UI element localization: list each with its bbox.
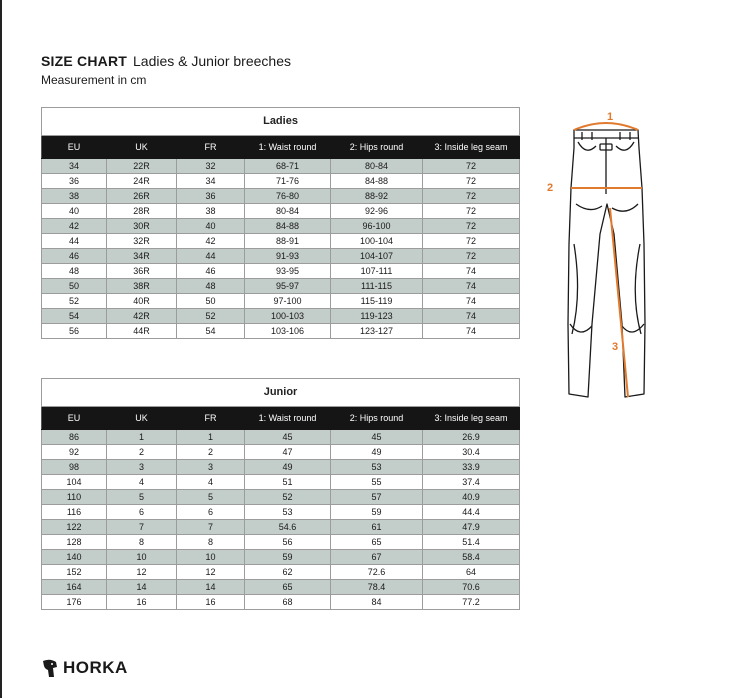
table-row [42, 174, 520, 189]
table-cell: 54.6 [245, 520, 331, 535]
title-bold: SIZE CHART [41, 53, 127, 69]
table-cell: 80-84 [331, 159, 423, 174]
table-cell: 52 [245, 490, 331, 505]
table-cell: 42 [177, 234, 245, 249]
column-header: 1: Waist round [245, 136, 331, 159]
table-cell: 16 [177, 595, 245, 610]
table-cell: 78.4 [331, 580, 423, 595]
table-row [42, 294, 520, 309]
table-cell: 88-91 [245, 234, 331, 249]
table-cell: 128 [42, 535, 107, 550]
table-cell: 14 [177, 580, 245, 595]
table-cell: 97-100 [245, 294, 331, 309]
table-cell: 53 [245, 505, 331, 520]
table-cell: 16 [107, 595, 177, 610]
table-cell: 93-95 [245, 264, 331, 279]
table-cell: 84 [331, 595, 423, 610]
table-cell: 103-106 [245, 324, 331, 339]
table-cell: 80-84 [245, 204, 331, 219]
column-header: 1: Waist round [245, 407, 331, 430]
table-cell: 54 [177, 324, 245, 339]
table-cell: 50 [42, 279, 107, 294]
breeches-diagram [534, 104, 712, 404]
table-cell: 42 [42, 219, 107, 234]
table-cell: 37.4 [423, 475, 520, 490]
table-cell: 116 [42, 505, 107, 520]
table-cell: 32 [177, 159, 245, 174]
table-cell: 4 [107, 475, 177, 490]
table-cell: 72 [423, 189, 520, 204]
column-header: EU [42, 407, 107, 430]
page-title [41, 53, 291, 69]
table-cell: 72 [423, 219, 520, 234]
table-cell: 38 [177, 204, 245, 219]
column-header: EU [42, 136, 107, 159]
column-header: 3: Inside leg seam [423, 407, 520, 430]
table-cell: 40.9 [423, 490, 520, 505]
table-cell: 48 [177, 279, 245, 294]
brand-name: HORKA [63, 658, 128, 677]
table-cell: 140 [42, 550, 107, 565]
brand-logo [41, 658, 128, 678]
table-cell: 28R [107, 204, 177, 219]
table-cell: 110 [42, 490, 107, 505]
table-cell: 14 [107, 580, 177, 595]
table-cell: 45 [331, 430, 423, 445]
table-cell: 8 [107, 535, 177, 550]
table-cell: 64 [423, 565, 520, 580]
table-cell: 91-93 [245, 249, 331, 264]
column-header: FR [177, 407, 245, 430]
table-cell: 2 [177, 445, 245, 460]
table-cell: 36 [177, 189, 245, 204]
table-cell: 68-71 [245, 159, 331, 174]
table-cell: 30.4 [423, 445, 520, 460]
inside-leg-measure-line [610, 208, 628, 397]
marker-2: 2 [546, 182, 554, 194]
table-row [42, 264, 520, 279]
left-border [0, 0, 2, 698]
table-cell: 76-80 [245, 189, 331, 204]
marker-1: 1 [606, 111, 614, 123]
table-row [42, 324, 520, 339]
table-cell: 7 [107, 520, 177, 535]
table-cell: 44 [177, 249, 245, 264]
table-cell: 8 [177, 535, 245, 550]
table-row [42, 159, 520, 174]
table-cell: 72 [423, 234, 520, 249]
table-cell: 44R [107, 324, 177, 339]
table-cell: 77.2 [423, 595, 520, 610]
column-header: 2: Hips round [331, 407, 423, 430]
table-cell: 57 [331, 490, 423, 505]
table-cell: 88-92 [331, 189, 423, 204]
column-header: FR [177, 136, 245, 159]
table-cell: 104 [42, 475, 107, 490]
table-cell: 100-103 [245, 309, 331, 324]
table-cell: 45 [245, 430, 331, 445]
table-cell: 46 [177, 264, 245, 279]
table-cell: 51 [245, 475, 331, 490]
table-row [42, 490, 520, 505]
table-row [42, 204, 520, 219]
table-cell: 44 [42, 234, 107, 249]
table-row [42, 520, 520, 535]
table-cell: 107-111 [331, 264, 423, 279]
table-cell: 2 [107, 445, 177, 460]
column-header: 2: Hips round [331, 136, 423, 159]
table-cell: 58.4 [423, 550, 520, 565]
table-cell: 65 [331, 535, 423, 550]
column-header: 3: Inside leg seam [423, 136, 520, 159]
table-row [42, 234, 520, 249]
table-cell: 3 [177, 460, 245, 475]
table-cell: 84-88 [245, 219, 331, 234]
table-cell: 123-127 [331, 324, 423, 339]
table-cell: 22R [107, 159, 177, 174]
table-cell: 115-119 [331, 294, 423, 309]
table-cell: 56 [42, 324, 107, 339]
table-cell: 54 [42, 309, 107, 324]
table-cell: 70.6 [423, 580, 520, 595]
table-cell: 47 [245, 445, 331, 460]
table-row [42, 460, 520, 475]
table-cell: 34 [42, 159, 107, 174]
table-cell: 34R [107, 249, 177, 264]
table-cell: 72 [423, 174, 520, 189]
table-cell: 52 [42, 294, 107, 309]
table-row [42, 219, 520, 234]
table-cell: 24R [107, 174, 177, 189]
table-cell: 1 [177, 430, 245, 445]
table-cell: 59 [331, 505, 423, 520]
table-cell: 72 [423, 159, 520, 174]
table-row [42, 445, 520, 460]
table-cell: 6 [107, 505, 177, 520]
table-cell: 5 [107, 490, 177, 505]
table-row [42, 505, 520, 520]
table-cell: 38R [107, 279, 177, 294]
table-cell: 10 [177, 550, 245, 565]
table-cell: 74 [423, 324, 520, 339]
junior-size-table [41, 378, 520, 610]
table-cell: 3 [107, 460, 177, 475]
table-cell: 33.9 [423, 460, 520, 475]
table-cell: 40 [177, 219, 245, 234]
table-cell: 7 [177, 520, 245, 535]
table-cell: 34 [177, 174, 245, 189]
table-cell: 4 [177, 475, 245, 490]
table-cell: 71-76 [245, 174, 331, 189]
table-cell: 96-100 [331, 219, 423, 234]
table-cell: 51.4 [423, 535, 520, 550]
column-header: UK [107, 407, 177, 430]
table-cell: 46 [42, 249, 107, 264]
table-cell: 74 [423, 264, 520, 279]
table-cell: 26.9 [423, 430, 520, 445]
table-row [42, 535, 520, 550]
table-cell: 36 [42, 174, 107, 189]
table-cell: 48 [42, 264, 107, 279]
title-rest: Ladies & Junior breeches [133, 53, 291, 69]
table-cell: 1 [107, 430, 177, 445]
table-cell: 10 [107, 550, 177, 565]
table-cell: 26R [107, 189, 177, 204]
table-cell: 55 [331, 475, 423, 490]
table-cell: 95-97 [245, 279, 331, 294]
table-cell: 111-115 [331, 279, 423, 294]
table-row [42, 595, 520, 610]
breeches-outline [568, 130, 645, 397]
table-cell: 47.9 [423, 520, 520, 535]
table-row [42, 249, 520, 264]
table-cell: 65 [245, 580, 331, 595]
table-cell: 86 [42, 430, 107, 445]
table-cell: 152 [42, 565, 107, 580]
table-cell: 104-107 [331, 249, 423, 264]
measurement-note: Measurement in cm [41, 73, 147, 87]
table-cell: 72 [423, 249, 520, 264]
table-cell: 36R [107, 264, 177, 279]
table-cell: 40R [107, 294, 177, 309]
table-cell: 119-123 [331, 309, 423, 324]
table-cell: 12 [177, 565, 245, 580]
table-cell: 44.4 [423, 505, 520, 520]
table-row [42, 580, 520, 595]
table-cell: 5 [177, 490, 245, 505]
table-cell: 72 [423, 204, 520, 219]
marker-3: 3 [611, 341, 619, 353]
table-cell: 164 [42, 580, 107, 595]
table-cell: 74 [423, 294, 520, 309]
table-row [42, 309, 520, 324]
table-cell: 38 [42, 189, 107, 204]
table-cell: 6 [177, 505, 245, 520]
table-cell: 49 [245, 460, 331, 475]
table-cell: 40 [42, 204, 107, 219]
table-cell: 74 [423, 309, 520, 324]
table-cell: 52 [177, 309, 245, 324]
table-row [42, 565, 520, 580]
table-cell: 42R [107, 309, 177, 324]
table-row [42, 475, 520, 490]
table-cell: 74 [423, 279, 520, 294]
column-header: UK [107, 136, 177, 159]
table-cell: 67 [331, 550, 423, 565]
table-row [42, 189, 520, 204]
table-cell: 176 [42, 595, 107, 610]
table-cell: 92 [42, 445, 107, 460]
table-cell: 32R [107, 234, 177, 249]
table-cell: 68 [245, 595, 331, 610]
table-cell: 62 [245, 565, 331, 580]
table-row [42, 430, 520, 445]
ladies-caption: Ladies [42, 108, 520, 136]
ladies-size-table [41, 107, 520, 339]
junior-caption: Junior [42, 379, 520, 407]
horse-head-icon [41, 658, 59, 678]
table-row [42, 279, 520, 294]
table-cell: 56 [245, 535, 331, 550]
table-cell: 30R [107, 219, 177, 234]
waist-measure-line [574, 123, 638, 130]
table-cell: 84-88 [331, 174, 423, 189]
table-cell: 12 [107, 565, 177, 580]
table-cell: 92-96 [331, 204, 423, 219]
table-cell: 59 [245, 550, 331, 565]
table-cell: 98 [42, 460, 107, 475]
table-row [42, 550, 520, 565]
table-cell: 122 [42, 520, 107, 535]
table-cell: 49 [331, 445, 423, 460]
table-cell: 61 [331, 520, 423, 535]
table-cell: 72.6 [331, 565, 423, 580]
table-cell: 100-104 [331, 234, 423, 249]
table-cell: 53 [331, 460, 423, 475]
table-cell: 50 [177, 294, 245, 309]
